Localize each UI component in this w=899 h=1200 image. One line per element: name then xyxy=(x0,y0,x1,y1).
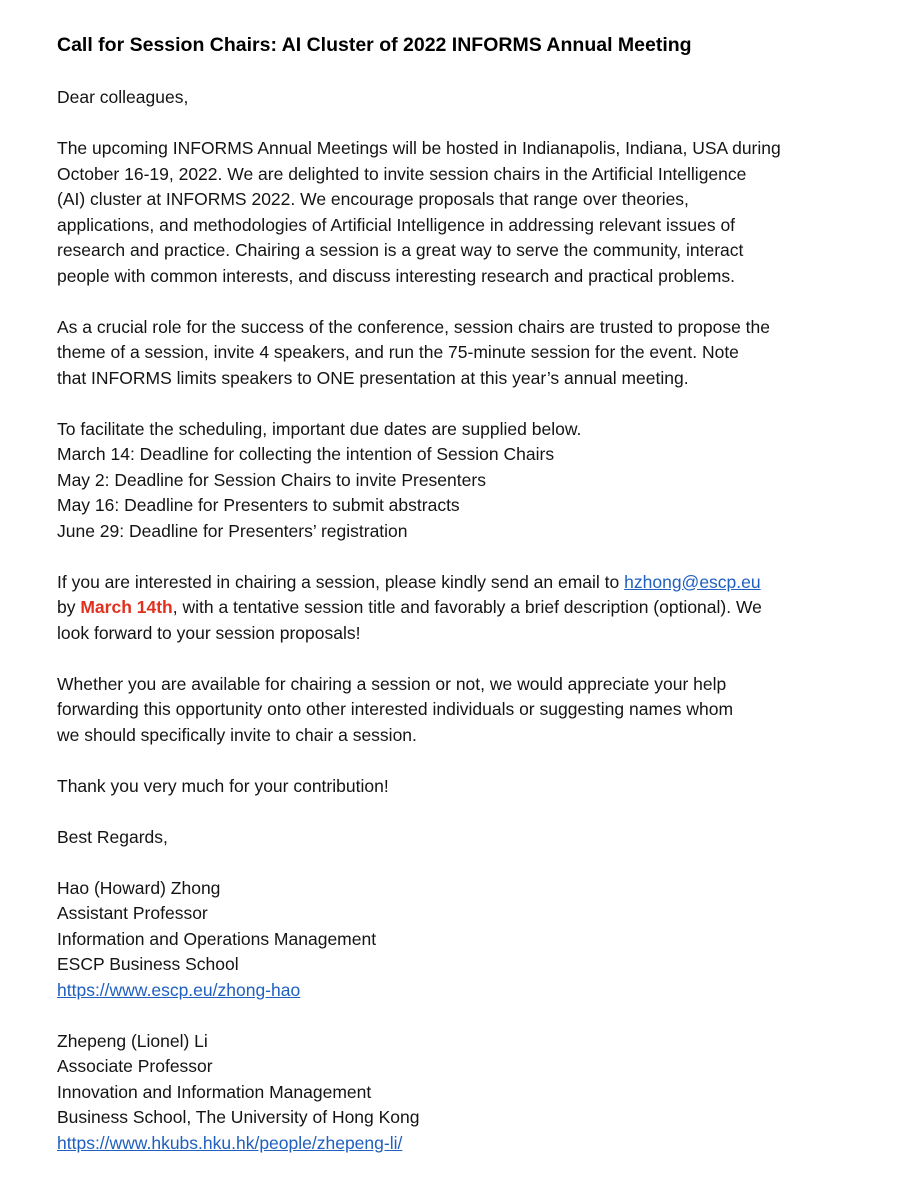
document xyxy=(57,30,877,1156)
intro-line: applications, and methodologies of Artificial Intelligence in addressing relevant issues of xyxy=(57,214,736,235)
signature-department: Innovation and Information Management xyxy=(57,1081,372,1102)
forward-paragraph xyxy=(57,672,877,749)
dates-intro: To facilitate the scheduling, important due dates are supplied below. xyxy=(57,418,582,439)
date-item: June 29: Deadline for Presenters’ registration xyxy=(57,520,408,541)
signature-name: Zhepeng (Lionel) Li xyxy=(57,1030,208,1051)
role-paragraph xyxy=(57,315,877,392)
forward-line: forwarding this opportunity onto other interested individuals or suggesting names whom xyxy=(57,699,734,719)
signature-url-link[interactable]: https://www.escp.eu/zhong-hao xyxy=(57,979,301,1000)
interest-line-text: by xyxy=(57,597,81,617)
signature-school: ESCP Business School xyxy=(57,954,239,974)
document-title: Call for Session Chairs: AI Cluster of 2022 INFORMS Annual Meeting xyxy=(57,34,692,56)
date-item: March 14: Deadline for collecting the intention of Session Chairs xyxy=(57,444,555,464)
greeting: Dear colleagues, xyxy=(57,87,189,107)
role-line: theme of a session, invite 4 speakers, and run the 75-minute session for the event. Note xyxy=(57,342,739,362)
signature-department: Information and Operations Management xyxy=(57,928,377,949)
signature-title: Assistant Professor xyxy=(57,903,208,923)
intro-line: The upcoming INFORMS Annual Meetings will be hosted in Indianapolis, Indiana, USA during xyxy=(57,138,781,158)
signature-url-link[interactable]: https://www.hkubs.hku.hk/people/zhepeng-li/ xyxy=(57,1132,403,1153)
intro-line: October 16-19, 2022. We are delighted to invite session chairs in the Artificial Intelligence xyxy=(57,163,747,184)
intro-line: (AI) cluster at INFORMS 2022. We encourage proposals that range over theories, xyxy=(57,189,689,209)
contact-email-link[interactable]: hzhong@escp.eu xyxy=(624,571,761,592)
signature-name: Hao (Howard) Zhong xyxy=(57,877,221,898)
signature-title: Associate Professor xyxy=(57,1056,213,1076)
date-item: May 2: Deadline for Session Chairs to invite Presenters xyxy=(57,469,486,490)
interest-line-text: , with a tentative session title and favorably a brief description (optional). We xyxy=(172,597,762,617)
thanks-line: Thank you very much for your contribution! xyxy=(57,775,389,796)
role-line: As a crucial role for the success of the conference, session chairs are trusted to propose the xyxy=(57,316,771,337)
interest-line-text: look forward to your session proposals! xyxy=(57,622,361,643)
signature-school: Business School, The University of Hong Kong xyxy=(57,1107,420,1127)
intro-line: people with common interests, and discuss interesting research and practical problems. xyxy=(57,265,735,286)
signature-block xyxy=(57,1029,877,1157)
interest-paragraph xyxy=(57,570,877,647)
signature-block xyxy=(57,876,877,1004)
intro-line: research and practice. Chairing a session is a great way to serve the community, interact xyxy=(57,240,744,260)
deadline-highlight: March 14th xyxy=(80,597,173,617)
interest-line-text: If you are interested in chairing a session, please kindly send an email to xyxy=(57,571,625,592)
closing-line: Best Regards, xyxy=(57,826,168,847)
dates-paragraph xyxy=(57,417,877,545)
forward-line: we should specifically invite to chair a session. xyxy=(57,724,417,745)
date-item: May 16: Deadline for Presenters to submit abstracts xyxy=(57,495,460,515)
role-line: that INFORMS limits speakers to ONE presentation at this year’s annual meeting. xyxy=(57,367,689,388)
forward-line: Whether you are available for chairing a session or not, we would appreciate your help xyxy=(57,673,727,694)
intro-paragraph xyxy=(57,136,877,289)
